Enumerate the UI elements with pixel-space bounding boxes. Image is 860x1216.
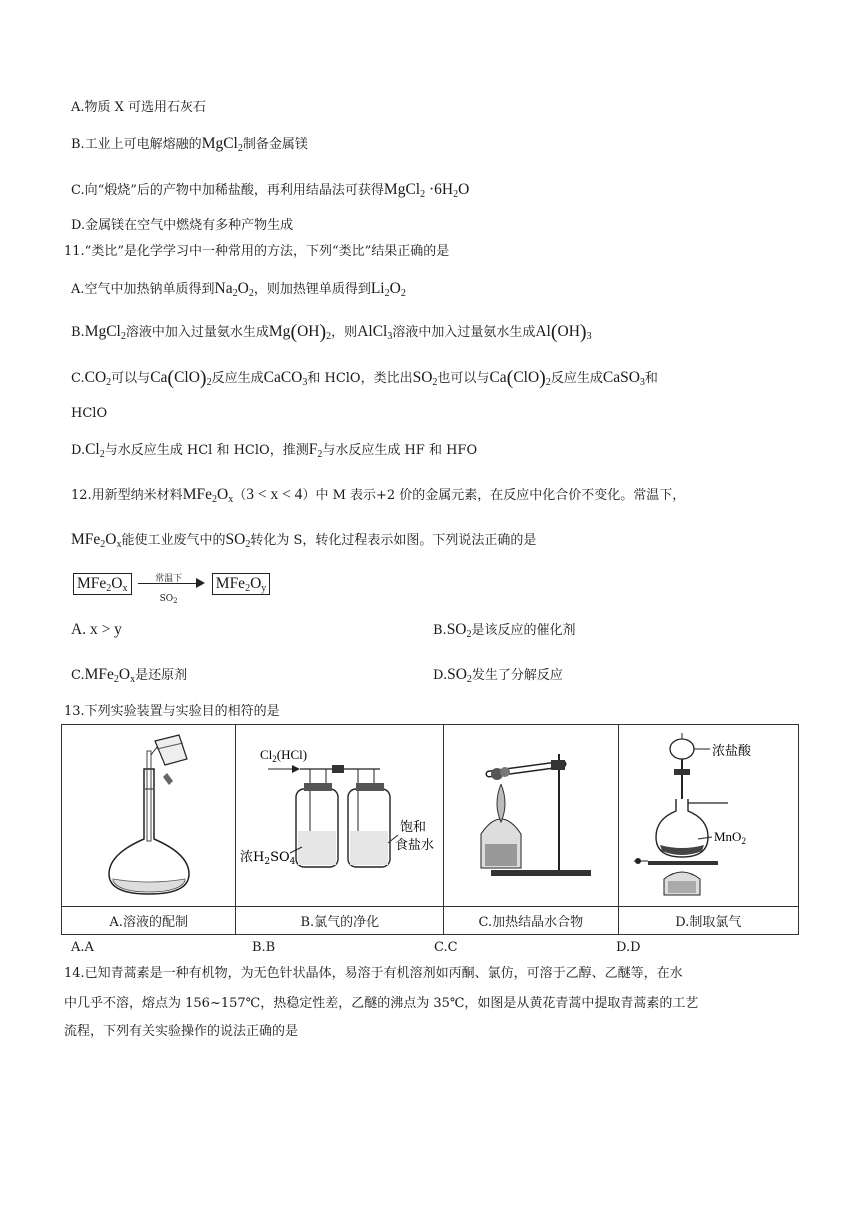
q12-option-d: $D.SO_2$发生了分解反应	[433, 666, 563, 685]
q11-option-c-text-5: 反应生成	[550, 371, 603, 386]
label-cl2-hcl: $Cl_2(HCl)$	[259, 746, 307, 764]
q11-option-d: $D.Cl_2$与水反应生成 HCl 和 HClO，推测$F_2$与水反应生成 HF 和 HFO	[71, 441, 478, 460]
q12-stem-paren: （	[233, 488, 247, 503]
q10-option-b-text-end: 制备金属镁	[242, 137, 308, 152]
q11-option-c-prefix: C.	[71, 371, 85, 386]
q12-option-c: $C.MFe_2O_x$是还原剂	[71, 666, 188, 685]
q11-option-a: A.空气中加热钠单质得到$Na_2O_2$，则加热锂单质得到$Li_2O_2$	[71, 280, 406, 299]
q14-stem-line2: 中几乎不溶，熔点为 156~157℃，热稳定性差，乙醚的沸点为 35℃，如图是从黄花青蒿中提取青蒿素的工艺	[64, 996, 699, 1011]
q12-option-c-text: 是还原剂	[135, 668, 188, 683]
q13-option-c: C.C	[434, 940, 458, 955]
experiment-table	[61, 724, 799, 935]
q11-option-a-text-2: ，则加热锂单质得到	[253, 282, 371, 297]
reaction-arrow	[136, 573, 208, 605]
q12-option-c-prefix: C.	[71, 668, 85, 683]
q10-option-d: D.金属镁在空气中燃烧有多种产物生成	[71, 218, 294, 233]
q11-option-d-text-2: 与水反应生成 HF 和 HFO	[322, 443, 478, 458]
q11-option-c-text-4: 也可以与	[437, 371, 490, 386]
caption-c: C.加热结晶水合物	[444, 907, 618, 935]
q10-option-a: A.物质 X 可选用石灰石	[71, 100, 207, 115]
q12-reaction-scheme	[73, 573, 270, 605]
q12-stem-line2: $MFe_2O_x$能使工业废气中的$SO_2$转化为 S，转化过程表示如图。下列说法正确的是	[71, 531, 537, 550]
label-brine-2: 食盐水	[394, 837, 434, 853]
q13-option-d: D.D	[616, 940, 641, 955]
q11-option-c: $C.CO_2$可以与$Ca(ClO)_2$反应生成CaCO$_3$和 HClO，类比出$SO_2$也可以与$Ca(ClO)_2$反应生成CaSO$_3$和	[71, 367, 658, 389]
apparatus-d-cell	[618, 725, 798, 907]
label-mno2: MnO$_2$	[714, 828, 747, 846]
q11-option-b: B.MgCl$_2$溶液中加入过量氨水生成$Mg(OH)_2$，则AlCl$_3$溶液中加入过量氨水生成$Al(OH)_3$	[71, 321, 592, 343]
arrow-condition-bottom: $SO_2$	[159, 594, 178, 605]
q11-option-d-text-1: 与水反应生成 HCl 和 HClO，推测	[104, 443, 309, 458]
q12-option-d-prefix: D.	[433, 668, 448, 683]
q12-stem-line2-text-2: 转化为 S，转化过程表示如图。下列说法正确的是	[250, 533, 537, 548]
q12-option-a: A. x > y	[71, 621, 122, 638]
gas-washing-bottles-image	[240, 739, 440, 889]
q14-stem-line3: 流程，下列有关实验操作的说法正确的是	[64, 1024, 299, 1039]
q10-option-c-text: C.向“煅烧”后的产物中加稀盐酸，再利用结晶法可获得	[71, 183, 384, 198]
chlorine-generator-image	[628, 729, 788, 899]
caption-a: A.溶液的配制	[62, 907, 236, 935]
q11-option-c-text-2: 反应生成	[211, 371, 264, 386]
label-h2so4: 浓$H_2SO_4$	[239, 849, 296, 867]
q14-stem-line1: 14.已知青蒿素是一种有机物，为无色针状晶体，易溶于有机溶剂如丙酮、氯仿，可溶于乙醇、乙醚等，在水	[64, 966, 683, 981]
q12-stem-line2-text: 能使工业废气中的	[121, 533, 226, 548]
q11-stem: 11.“类比”是化学学习中一种常用的方法，下列“类比”结果正确的是	[64, 244, 450, 259]
caption-b: B.氯气的净化	[236, 907, 444, 935]
q11-option-c-text-1: 可以与	[111, 371, 151, 386]
q11-option-c-text-3: 和 HClO，类比出	[307, 371, 413, 386]
q11-option-c-continued: HClO	[71, 406, 108, 421]
q12-option-d-text: 发生了分解反应	[471, 668, 563, 683]
reactant-box: $MFe_2O_x$	[73, 573, 132, 595]
q11-option-b-prefix: B.	[71, 325, 85, 340]
product-box: $MFe_2O_y$	[212, 573, 271, 595]
heating-test-tube-image	[471, 744, 591, 884]
q13-option-a: A.A	[71, 940, 94, 955]
q11-option-b-text-2: ，则	[331, 325, 358, 340]
volumetric-flask-image	[89, 729, 209, 899]
label-brine-1: 饱和	[399, 819, 426, 835]
arrow-condition-top: 常温下	[155, 574, 183, 584]
q10-option-b-text: B.工业上可电解熔融的	[71, 137, 202, 152]
label-conc-hcl: 浓盐酸	[712, 743, 752, 759]
q12-option-b-text: 是该反应的催化剂	[471, 623, 576, 638]
q11-option-b-text-3: 溶液中加入过量氨水生成	[392, 325, 536, 340]
q13-option-b: B.B	[252, 940, 276, 955]
q12-option-b: $B.SO_2$是该反应的催化剂	[433, 621, 576, 640]
q11-option-a-text: A.空气中加热钠单质得到	[71, 282, 215, 297]
q10-option-b: B.工业上可电解熔融的MgCl$_2$制备金属镁	[71, 135, 308, 154]
caption-d: D.制取氯气	[618, 907, 798, 935]
q12-option-b-prefix: B.	[433, 623, 447, 638]
q11-option-b-text-1: 溶液中加入过量氨水生成	[125, 325, 269, 340]
apparatus-c-cell	[444, 725, 618, 907]
apparatus-b-cell	[236, 725, 444, 907]
q12-stem-range: 3 < x < 4	[246, 486, 303, 503]
q12-stem: 12.用新型纳米材料$MFe_2O_x(3 < x < 4)$中 M 表示+2 价的金属元素，在反应中化合价不变化。常温下，	[71, 486, 686, 505]
q12-stem-text-2: ）中 M 表示+2 价的金属元素，在反应中化合价不变化。常温下，	[302, 488, 686, 503]
q11-option-c-text-6: 和	[644, 371, 658, 386]
q10-option-c: C.向“煅烧”后的产物中加稀盐酸，再利用结晶法可获得MgCl$_2$ $\cdot 6H_2O$	[71, 181, 470, 200]
q13-stem: 13.下列实验装置与实验目的相符的是	[64, 704, 280, 719]
apparatus-a-cell	[62, 725, 236, 907]
q11-option-d-prefix: D.	[71, 443, 86, 458]
q12-stem-text: 12.用新型纳米材料	[71, 488, 183, 503]
